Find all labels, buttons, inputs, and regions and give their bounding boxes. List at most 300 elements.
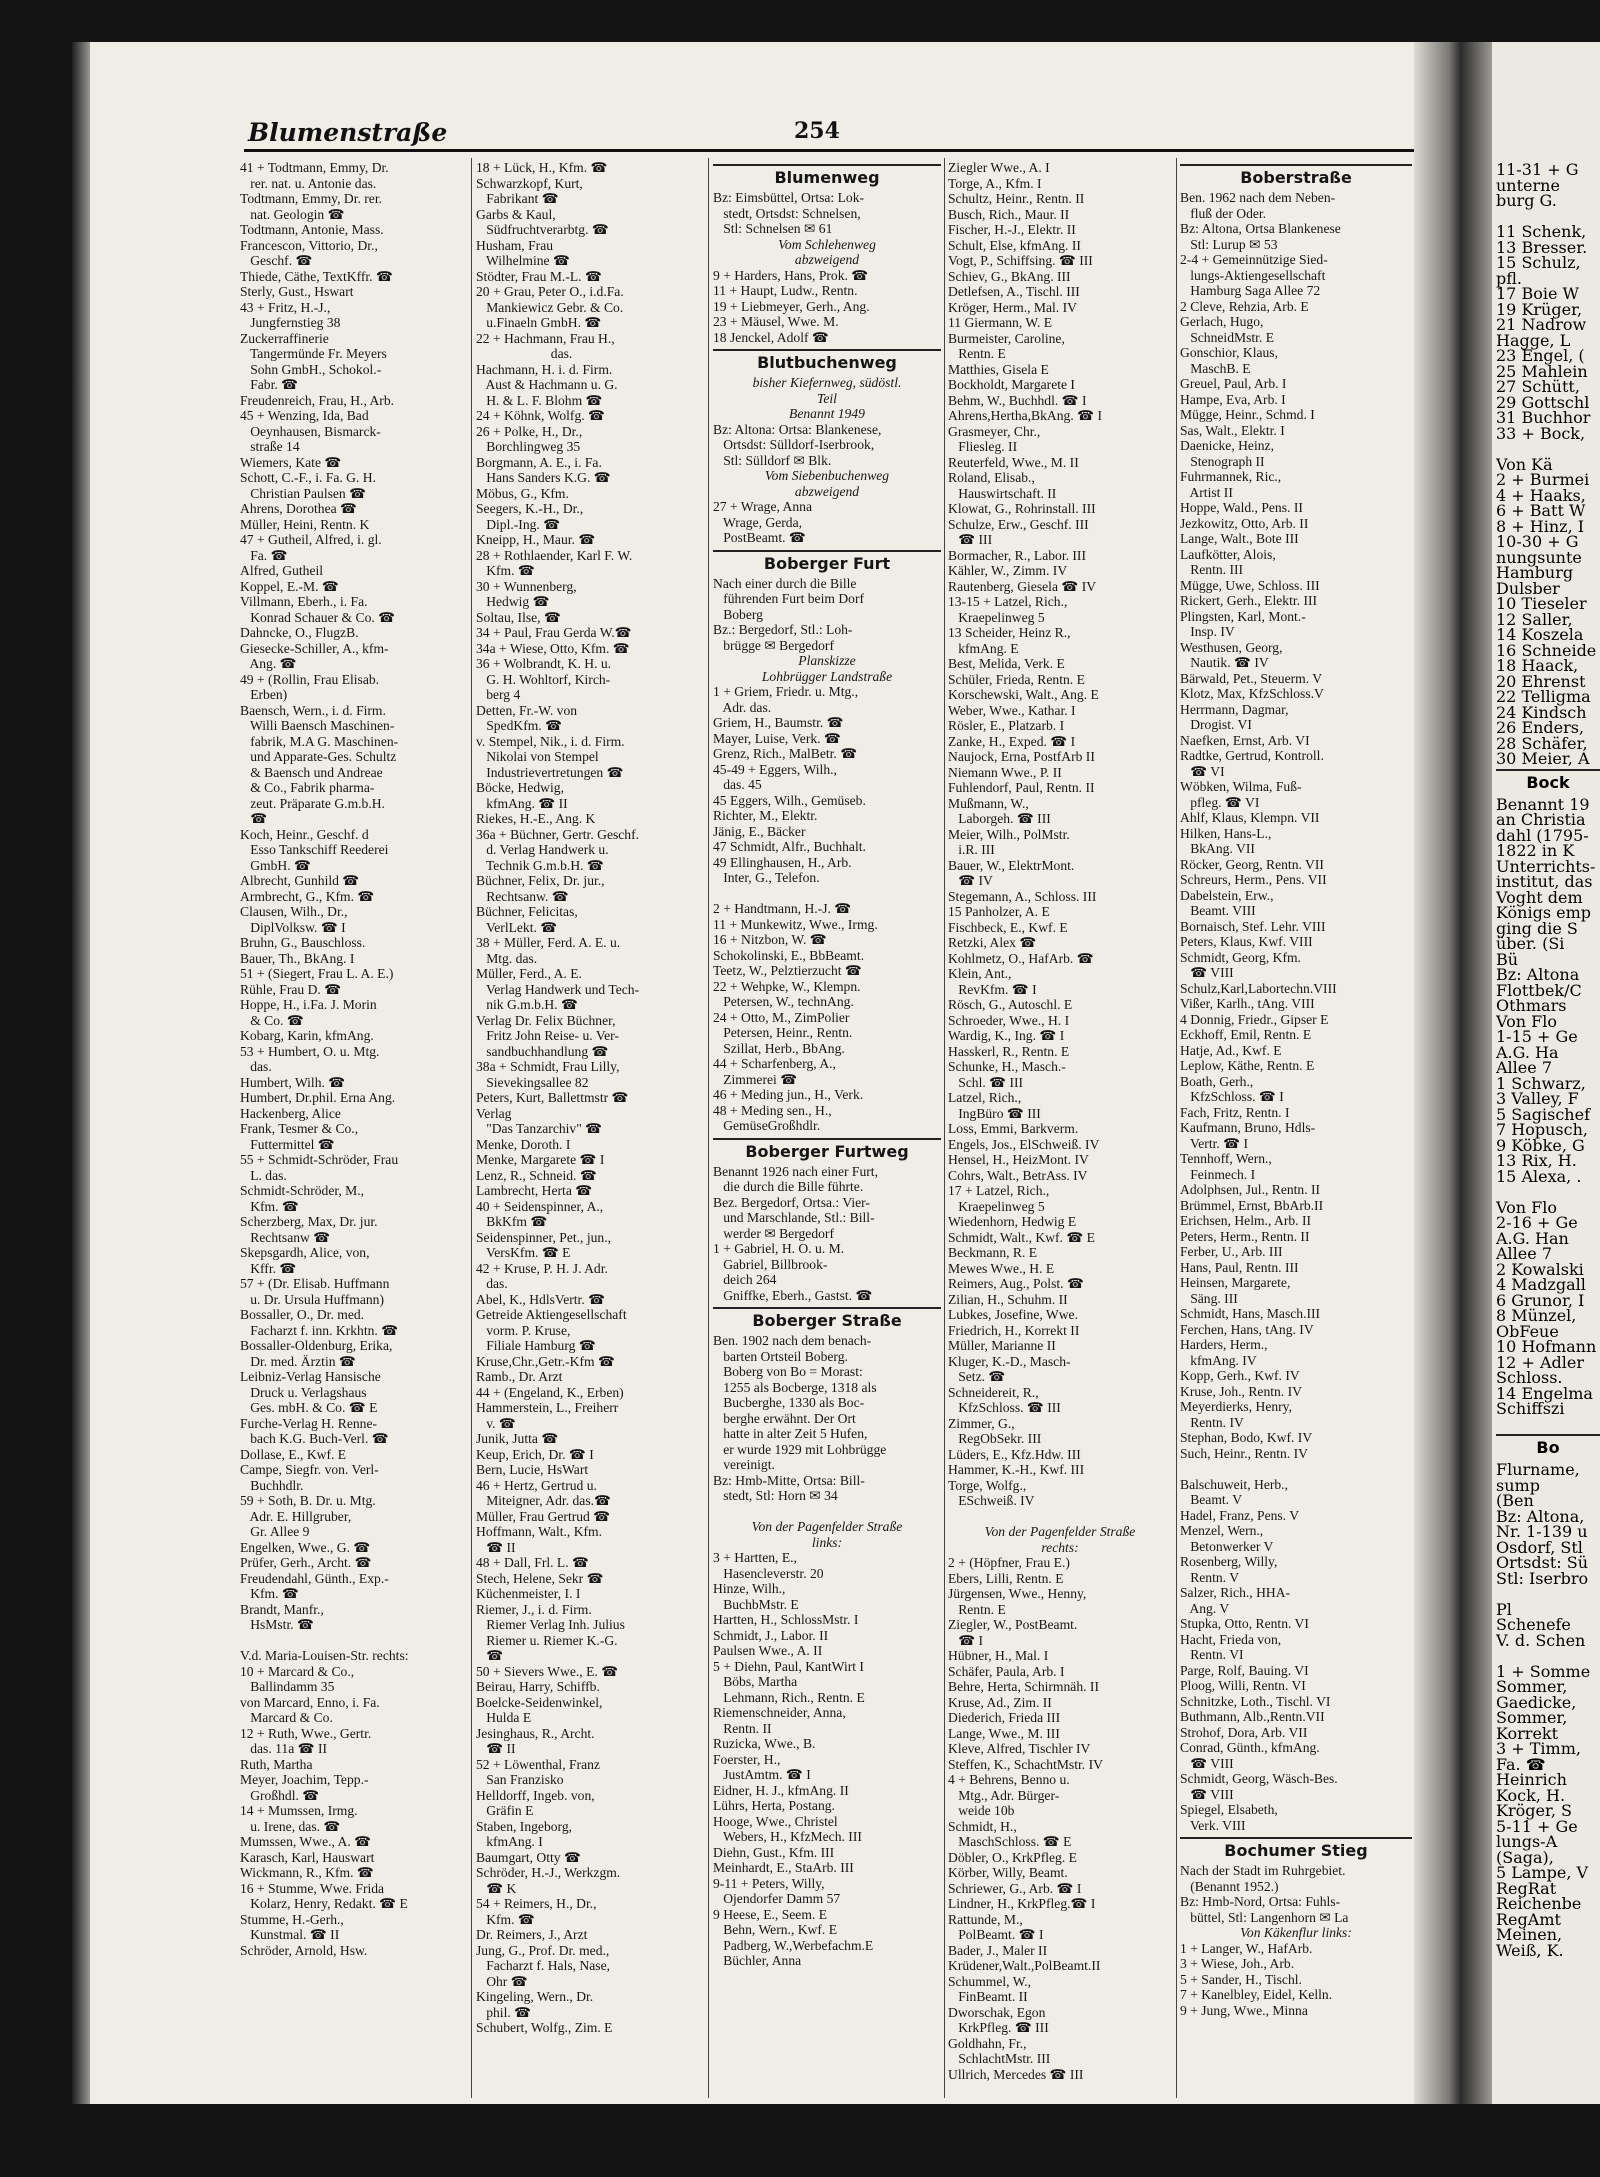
directory-entry-line: Betonwerker V (1180, 1538, 1274, 1554)
directory-entry-line: Dr. med. Ärztin ☎ (240, 1353, 356, 1369)
directory-entry-line: Retzki, Alex ☎ (948, 935, 1037, 950)
directory-entry-line: GmbH. ☎ (240, 857, 311, 873)
directory-entry-line: Schröder, Arnold, Hsw. (240, 1942, 368, 1958)
directory-entry-line: Ges. mbH. & Co. ☎ E (240, 1400, 378, 1415)
directory-entry-line: 12 Saller, (1496, 609, 1573, 629)
directory-entry-line: Diehn, Gust., Kfm. III (713, 1844, 835, 1860)
directory-entry-line: Torge, Wolfg., (948, 1477, 1027, 1493)
directory-entry-line: Körber, Willy, Beamt. (948, 1865, 1068, 1880)
directory-entry-line: Loss, Emmi, Barkverm. (948, 1121, 1079, 1136)
directory-entry-line: 12 + Ruth, Wwe., Gertr. (240, 1725, 372, 1741)
directory-entry-line: 43 + Fritz, H.-J., (240, 299, 331, 315)
directory-entry-line: 9 Köbke, G (1496, 1135, 1585, 1155)
directory-entry-line: Von Kä (1496, 454, 1553, 474)
directory-entry-line: Konrad Schauer & Co. ☎ (240, 609, 396, 625)
directory-entry-line: Nach der Stadt im Ruhrgebiet. (1180, 1863, 1346, 1878)
directory-entry-line: Großhdl. ☎ (240, 1787, 320, 1803)
directory-entry-line: ☎ II (476, 1741, 516, 1756)
directory-entry-line: Hagge, L (1496, 330, 1571, 350)
directory-entry-line: 4 + Behrens, Benno u. (948, 1772, 1070, 1787)
directory-entry-line: MaschSchloss. ☎ E (948, 1834, 1072, 1849)
column-divider (1176, 158, 1177, 2098)
directory-entry-line: Nikolai von Stempel (476, 749, 599, 764)
directory-entry-line: 11 Giermann, W. E (948, 315, 1053, 330)
directory-entry-line: Schulze, Erw., Geschf. III (948, 516, 1089, 532)
directory-entry-line: Francescon, Vittorio, Dr., (240, 237, 378, 253)
directory-entry-line: Hans Sanders K.G. ☎ (476, 470, 611, 485)
directory-entry-line: Hans, Paul, Rentn. III (1180, 1259, 1299, 1275)
directory-entry-line: Bz: Altona: Ortsa: Blankenese, (713, 421, 882, 437)
directory-entry-line: 34 + Paul, Frau Gerda W.☎ (476, 625, 632, 640)
directory-entry-line: 45 + Wenzing, Ida, Bad (240, 408, 369, 423)
directory-entry-line: Staben, Ingeborg, (476, 1818, 573, 1834)
directory-entry-line: Bü (1496, 949, 1519, 969)
directory-entry-line: Schiev, G., BkAng. III (948, 268, 1071, 284)
directory-entry-line: Fuhlendorf, Paul, Rentn. II (948, 780, 1095, 795)
directory-entry-line: fabrik, M.A G. Maschinen- (240, 733, 399, 749)
directory-entry-line: Benannt 19 (1496, 794, 1590, 814)
directory-entry-line: Schunke, H., Masch.- (948, 1059, 1066, 1074)
directory-entry-line: 22 Telligma (1496, 687, 1591, 706)
directory-entry-line: Beamt. VIII (1180, 903, 1256, 918)
directory-entry-line: 47 + Gutheil, Alfred, i. gl. (240, 532, 382, 547)
directory-entry-line: Villmann, Eberh., i. Fa. (240, 594, 368, 609)
directory-entry-line: an Christia (1496, 810, 1586, 829)
directory-entry-line: Facharzt f. Hals, Nase, (476, 1958, 610, 1973)
directory-entry-line: 8 Münzel, (1496, 1306, 1577, 1325)
directory-entry-line: Kopp, Gerh., Kwf. IV (1180, 1368, 1300, 1383)
directory-entry-line: 7 + Kanelbley, Eidel, Kelln. (1180, 1987, 1333, 2002)
directory-entry-line: Döbler, O., KrkPfleg. E (948, 1849, 1077, 1865)
running-header-street: Blumenstraße (248, 118, 448, 147)
directory-entry-line: Rentn. III (1180, 562, 1244, 577)
directory-entry-line: büttel, Stl: Langenhorn ✉ La (1180, 1909, 1349, 1925)
directory-entry-line: i.R. III (948, 842, 995, 857)
directory-entry-line: führenden Furt beim Dorf (713, 591, 865, 606)
directory-entry-line: 20 + Grau, Peter O., i.d.Fa. (476, 284, 624, 299)
directory-entry-line: Schott, C.-F., i. Fa. G. H. (240, 470, 376, 485)
directory-entry-line: 9 Heese, E., Seem. E (713, 1906, 828, 1922)
directory-entry-line: HsMstr. ☎ (240, 1617, 314, 1632)
directory-entry-line: Kobarg, Karin, kfmAng. (240, 1028, 374, 1043)
directory-entry-line: Ben. 1902 nach dem benach- (713, 1333, 872, 1348)
directory-entry-line: Eckhoff, Emil, Rentn. E (1180, 1027, 1312, 1042)
directory-entry-line: Benannt 1926 nach einer Furt, (713, 1163, 878, 1179)
directory-entry-line: Harders, Herm., (1180, 1337, 1268, 1352)
directory-entry-line: 2 + (Höpfner, Frau E.) (948, 1555, 1070, 1570)
directory-entry-line: ☎ III (948, 532, 993, 547)
directory-entry-line: 16 + Stumme, Wwe. Frida (240, 1880, 385, 1896)
directory-entry-line: Schmidt, H., (948, 1818, 1017, 1834)
directory-entry-line: Richter, M., Elektr. (713, 808, 818, 823)
directory-entry-line: Wiedenhorn, Hedwig E (948, 1214, 1077, 1229)
directory-entry-line: 13 Bresser. (1496, 237, 1588, 257)
directory-entry-line: Bz: Hmb-Mitte, Ortsa: Bill- (713, 1472, 865, 1488)
directory-entry-line: Leplow, Käthe, Rentn. E (1180, 1058, 1315, 1073)
section-note: rechts: (1041, 1539, 1079, 1555)
directory-entry-line: Ziegler Wwe., A. I (948, 160, 1050, 175)
directory-entry-line: VerlLekt. ☎ (476, 919, 558, 935)
directory-entry-line: Bern, Lucie, HsWart (476, 1462, 589, 1477)
directory-entry-line: Röcker, Georg, Rentn. VII (1180, 856, 1324, 872)
directory-entry-line: 16 + Nitzbon, W. ☎ (713, 932, 827, 947)
directory-entry-line: Schröder, H.-J., Werkzgm. (476, 1865, 621, 1880)
directory-entry-line: Friedrich, H., Korrekt II (948, 1322, 1080, 1338)
directory-entry-line: lungs-A (1496, 1832, 1558, 1851)
directory-entry-line: Kähler, W., Zimm. IV (948, 563, 1068, 578)
directory-entry-line: KfzSchloss. ☎ I (1180, 1089, 1284, 1104)
page-number: 254 (794, 118, 840, 144)
directory-entry-line: Albrecht, Gunhild ☎ (240, 873, 360, 888)
directory-entry-line: (Saga), (1496, 1847, 1554, 1867)
directory-entry-line: Bader, J., Maler II (948, 1942, 1048, 1958)
directory-entry-line: 23 Engel, ( (1496, 346, 1585, 365)
directory-entry-line: Rentn. II (713, 1720, 772, 1736)
directory-entry-line: Hampe, Eva, Arb. I (1180, 391, 1286, 407)
directory-entry-line: Hammer, K.-H., Kwf. III (948, 1462, 1085, 1477)
directory-entry-line: Büchner, Felix, Dr. jur., (476, 873, 605, 888)
directory-entry-line: 45 Eggers, Wilh., Gemüseb. (713, 792, 866, 808)
directory-entry-line: Hooge, Wwe., Christel (713, 1813, 838, 1829)
directory-entry-line: Zanke, H., Exped. ☎ I (948, 733, 1076, 749)
directory-entry-line: 49 Ellinghausen, H., Arb. (713, 854, 852, 870)
directory-entry-line: Allee 7 (1496, 1058, 1552, 1077)
directory-entry-line: Othmars (1496, 996, 1567, 1015)
directory-entry-line: Schl. ☎ III (948, 1074, 1024, 1090)
directory-entry-line: Detlefsen, A., Tischl. III (948, 284, 1080, 299)
directory-entry-line: Druck u. Verlagshaus (240, 1384, 367, 1400)
directory-entry-line: Riemenschneider, Anna, (713, 1705, 846, 1720)
directory-entry-line: Rautenberg, Giesela ☎ IV (948, 578, 1097, 594)
directory-entry-line: Unterrichts- (1496, 856, 1596, 876)
directory-entry-line: & Baensch und Andreae (240, 764, 383, 780)
directory-entry-line: Willi Baensch Maschinen- (240, 718, 395, 733)
directory-entry-line: Bornaisch, Stef. Lehr. VIII (1180, 918, 1326, 934)
directory-entry-line: Jänig, E., Bäcker (713, 823, 806, 839)
directory-entry-line: 13 Scheider, Heinz R., (948, 625, 1071, 640)
directory-entry-line: Ortsdst: Sülldorf-Iserbrook, (713, 437, 875, 452)
directory-entry-line: 9 + Jung, Wwe., Minna (1180, 2002, 1308, 2018)
directory-entry-line: Sommer, (1496, 1708, 1568, 1727)
directory-entry-line: Hinze, Wilh., (713, 1581, 786, 1596)
directory-entry-line: Allee 7 (1496, 1244, 1552, 1263)
directory-entry-line: Hatje, Ad., Kwf. E (1180, 1042, 1282, 1058)
directory-entry-line: Rattunde, M., (948, 1911, 1023, 1927)
directory-entry-line: KfzSchloss. ☎ III (948, 1400, 1061, 1415)
directory-entry-line: von Marcard, Enno, i. Fa. (240, 1694, 380, 1710)
directory-entry-line: Voght dem (1496, 887, 1583, 907)
directory-entry-line: PostBeamt. ☎ (713, 530, 806, 545)
directory-entry-line: Schnitzke, Loth., Tischl. VI (1180, 1693, 1331, 1709)
directory-entry-line: Dr. Reimers, J., Arzt (476, 1927, 588, 1942)
directory-entry-line: JustAmtm. ☎ I (713, 1767, 811, 1782)
directory-entry-line: Schmidt, Georg, Wäsch-Bes. (1180, 1771, 1338, 1786)
directory-entry-line: Zuckerraffinerie (240, 330, 329, 346)
directory-entry-line: 5-11 + Ge (1496, 1816, 1578, 1836)
directory-entry-line: Daenicke, Heinz, (1180, 438, 1274, 453)
directory-entry-line: Kneipp, H., Maur. ☎ (476, 532, 596, 547)
directory-entry-line: Behre, Herta, Schirmnäh. II (948, 1679, 1099, 1694)
directory-entry-line: Bz.: Bergedorf, Stl.: Loh- (713, 622, 853, 637)
directory-entry-line: ging die S (1496, 918, 1578, 938)
directory-entry-line: Sievekingsallee 82 (476, 1074, 589, 1090)
directory-entry-line: 11 + Munkewitz, Wwe., Irmg. (713, 916, 878, 932)
directory-entry-line: Herrmann, Dagmar, (1180, 701, 1289, 717)
directory-entry-line: KrkPfleg. ☎ III (948, 2020, 1049, 2035)
directory-entry-line: Kfm. ☎ (476, 563, 535, 578)
directory-entry-line: Schroeder, Wwe., H. I (948, 1012, 1070, 1028)
directory-entry-line: Schloss. (1496, 1368, 1563, 1387)
directory-entry-line: 53 + Humbert, O. u. Mtg. (240, 1043, 380, 1059)
directory-entry-line: H. & L. F. Blohm ☎ (476, 392, 603, 408)
directory-entry-line: Teetz, W., Pelztierzucht ☎ (713, 963, 862, 978)
directory-entry-line: 10 Hofmann (1496, 1337, 1597, 1356)
directory-entry-line: Mügge, Uwe, Schloss. III (1180, 577, 1320, 593)
directory-entry-line: 14 Koszela (1496, 625, 1584, 644)
next-page-edge (1492, 42, 1600, 2104)
directory-entry-line: Getreide Aktiengesellschaft (476, 1307, 627, 1322)
directory-entry-line: 19 Krüger, (1496, 299, 1583, 319)
directory-entry-line: Bossaller, O., Dr. med. (240, 1307, 365, 1322)
directory-entry-line: Fabrikant ☎ (476, 191, 559, 206)
directory-entry-line: 24 + Otto, M., ZimPolier (713, 1009, 850, 1025)
directory-entry-line: Verlag Handwerk und Tech- (476, 981, 640, 997)
directory-entry-line: Eidner, H. J., kfmAng. II (713, 1782, 849, 1798)
directory-entry-line: Grenz, Rich., MalBetr. ☎ (713, 746, 858, 761)
directory-entry-line: 3 + Wiese, Joh., Arb. (1180, 1956, 1295, 1971)
directory-entry-line: sump (1496, 1475, 1540, 1495)
directory-entry-line: 30 + Wunnenberg, (476, 578, 577, 594)
directory-entry-line: Buchhdlr. (240, 1477, 304, 1493)
directory-entry-line: Nautik. ☎ IV (1180, 655, 1269, 670)
directory-entry-line: Grasmeyer, Chr., (948, 423, 1041, 439)
directory-entry-line: Kruse, Joh., Rentn. IV (1180, 1383, 1302, 1399)
directory-entry-line: Hauswirtschaft. II (948, 485, 1057, 501)
directory-entry-line: Such, Heinr., Rentn. IV (1180, 1445, 1308, 1461)
directory-entry-line: Gniffke, Eberh., Gastst. ☎ (713, 1287, 873, 1303)
directory-entry-line: Brümmel, Ernst, BbArb.II (1180, 1197, 1324, 1213)
directory-entry-line: Armbrecht, G., Kfm. ☎ (240, 888, 375, 904)
directory-entry-line: ☎ I (948, 1632, 984, 1648)
directory-entry-line: IngBüro ☎ III (948, 1105, 1041, 1121)
directory-entry-line: Gr. Allee 9 (240, 1524, 310, 1539)
directory-entry-line: Brandt, Manfr., (240, 1601, 324, 1617)
directory-entry-line: Sterly, Gust., Hswart (240, 284, 354, 299)
directory-entry-line: Rechtsanw ☎ (240, 1229, 331, 1245)
directory-entry-line: Behn, Wern., Kwf. E (713, 1922, 837, 1937)
directory-entry-line: Hamburg (1496, 563, 1574, 582)
directory-entry-line: Bauer, Th., BkAng. I (240, 950, 355, 966)
directory-entry-line: 1 + Somme (1496, 1661, 1591, 1681)
directory-entry-line: Fa. ☎ (1496, 1754, 1546, 1774)
directory-entry-line: 27 Schütt, (1496, 377, 1580, 396)
directory-entry-line: Kröger, Herm., Mal. IV (948, 299, 1077, 315)
directory-entry-line: 44 + (Engeland, K., Erben) (476, 1384, 624, 1400)
directory-entry-line: Rentn. E (948, 346, 1006, 361)
directory-entry-line: 28 Schäfer, (1496, 733, 1588, 753)
directory-entry-line: Büchler, Anna (713, 1953, 802, 1968)
directory-entry-line: Schmidt, J., Labor. II (713, 1627, 829, 1643)
directory-entry-line: Mewes Wwe., H. E (948, 1260, 1055, 1276)
directory-entry-line: Laufkötter, Alois, (1180, 546, 1276, 562)
directory-entry-line: v. Stempel, Nik., i. d. Firm. (476, 733, 625, 749)
directory-entry-line: u. Dr. Ursula Huffmann) (240, 1291, 384, 1307)
directory-entry-line: Kleve, Alfred, Tischler IV (948, 1741, 1091, 1756)
directory-entry-line: 38 + Müller, Ferd. A. E. u. (476, 935, 621, 950)
directory-entry-line: Kruse,Chr.,Getr.-Kfm ☎ (476, 1353, 615, 1369)
directory-entry-line: Thiede, Cäthe, TextKffr. ☎ (240, 268, 393, 284)
directory-entry-line: Balschuweit, Herb., (1180, 1476, 1288, 1492)
directory-entry-line: Alfred, Gutheil (240, 563, 324, 578)
directory-entry-line: stedt, Stl: Horn ✉ 34 (713, 1488, 838, 1503)
directory-entry-line: nungsunte (1496, 547, 1582, 567)
directory-entry-line: Reuterfeld, Wwe., M. II (948, 454, 1079, 470)
directory-entry-line: 5 Sagischef (1496, 1104, 1590, 1124)
blank-line (713, 886, 941, 902)
directory-entry-line: Stupka, Otto, Rentn. VI (1180, 1616, 1309, 1631)
directory-entry-line: Vißer, Karlh., tAng. VIII (1180, 996, 1315, 1011)
directory-entry-line: Ploog, Willi, Rentn. VI (1180, 1678, 1306, 1693)
directory-entry-line: Kock, H. (1496, 1785, 1566, 1805)
directory-entry-line: Beckmann, R. E (948, 1245, 1038, 1260)
directory-entry-line: Jungfernstieg 38 (240, 315, 341, 330)
directory-entry-line: SchlachtMstr. III (948, 2051, 1051, 2066)
directory-entry-line: RegAmt (1496, 1909, 1561, 1929)
directory-entry-line: Sohn GmbH., Schokol.- (240, 361, 382, 377)
directory-entry-line: 9 + Harders, Hans, Prok. ☎ (713, 267, 869, 283)
directory-entry-line: Stech, Helene, Sekr ☎ (476, 1570, 604, 1586)
directory-entry-line: 9-11 + Peters, Willy, (713, 1875, 825, 1891)
directory-entry-line: Klowat, G., Rohrinstall. III (948, 501, 1096, 516)
directory-entry-line: Bz: Eimsbüttel, Ortsa: Lok- (713, 190, 865, 205)
directory-entry-line: pfleg. ☎ VI (1180, 794, 1260, 810)
directory-entry-line: Borgmann, A. E., i. Fa. (476, 454, 602, 470)
directory-entry-line: 4 Donnig, Friedr., Gipser E (1180, 1011, 1329, 1027)
directory-entry-line: Marcard & Co. (240, 1710, 333, 1725)
directory-entry-line: Heinrich (1496, 1770, 1567, 1789)
directory-entry-line: Lambrecht, Herta ☎ (476, 1183, 593, 1198)
directory-entry-line: Von Flo (1496, 1011, 1557, 1031)
directory-entry-line: Feinmech. I (1180, 1166, 1256, 1182)
directory-entry-line: Müller, Heini, Rentn. K (240, 516, 370, 532)
directory-entry-line: Gerlach, Hugo, (1180, 314, 1264, 329)
directory-entry-line: Roland, Elisab., (948, 470, 1035, 485)
directory-entry-line: Humbert, Wilh. ☎ (240, 1074, 346, 1090)
directory-entry-line: institut, das (1496, 872, 1593, 891)
directory-entry-line: Zimmerei ☎ (713, 1071, 798, 1087)
directory-entry-line: & Co., Fabrik pharma- (240, 780, 375, 795)
directory-entry-line: Schenefe (1496, 1615, 1571, 1634)
directory-entry-line: MaschB. E (1180, 360, 1251, 376)
directory-entry-line: ☎ II (476, 1539, 516, 1555)
directory-entry-line: 4 + Haaks, (1496, 485, 1586, 505)
directory-entry-line: 40 + Seidenspinner, A., (476, 1198, 604, 1214)
directory-entry-line: pfl. (1496, 268, 1522, 288)
directory-entry-line: Mayer, Luise, Verk. ☎ (713, 730, 841, 746)
next-page-column (1496, 160, 1600, 2100)
directory-entry-line: 29 Gottschl (1496, 392, 1590, 412)
directory-entry-line: Griem, H., Baumstr. ☎ (713, 715, 844, 730)
directory-entry-line: Bz: Altona, (1496, 1506, 1585, 1526)
directory-entry-line: Best, Melida, Verk. E (948, 656, 1065, 671)
directory-entry-line: 1 + Griem, Friedr. u. Mtg., (713, 684, 859, 699)
directory-entry-line: Osdorf, Stl (1496, 1537, 1583, 1557)
directory-entry-line: Husham, Frau (476, 237, 554, 253)
directory-entry-line: Hacht, Frieda von, (1180, 1631, 1282, 1647)
directory-entry-line: Weber, Wwe., Kathar. I (948, 702, 1076, 718)
directory-entry-line: das. (240, 1059, 272, 1074)
directory-entry-line: Dollase, E., Kwf. E (240, 1446, 347, 1462)
directory-entry-line: Büchner, Felicitas, (476, 904, 578, 919)
directory-entry-line: Naujock, Erna, PostfArb II (948, 749, 1095, 764)
directory-entry-line: Ohr ☎ (476, 1973, 528, 1989)
directory-entry-line: Kluger, K.-D., Masch- (948, 1353, 1071, 1369)
directory-entry-line: Petersen, Heinr., Rentn. (713, 1025, 853, 1040)
directory-entry-line: 34a + Wiese, Otto, Kfm. ☎ (476, 640, 630, 656)
directory-entry-line: brügge ✉ Bergedorf (713, 637, 834, 653)
directory-entry-line: 50 + Sievers Wwe., E. ☎ (476, 1663, 619, 1679)
directory-entry-line: Wrage, Gerda, (713, 514, 803, 530)
directory-entry-line: 1255 als Bocberge, 1318 als (713, 1379, 877, 1395)
directory-entry-line: Kfm. ☎ (476, 1911, 535, 1927)
directory-entry-line: Plingsten, Karl, Mont.- (1180, 608, 1306, 624)
directory-entry-line: 2 Cleve, Rehzia, Arb. E (1180, 298, 1309, 314)
directory-entry-line: Helldorff, Ingeb. von, (476, 1787, 595, 1803)
directory-entry-line: Dipl.-Ing. ☎ (476, 516, 561, 532)
directory-entry-line: Engelken, Wwe., G. ☎ (240, 1539, 371, 1555)
section-note: Benannt 1949 (789, 406, 865, 421)
directory-entry-line: Ebers, Lilli, Rentn. E (948, 1570, 1064, 1586)
directory-entry-line: 5 + Diehn, Paul, KantWirt I (713, 1658, 864, 1674)
directory-entry-line: 3 + Timm, (1496, 1739, 1581, 1758)
directory-entry-line: 23 + Mäusel, Wwe. M. (713, 314, 839, 329)
directory-entry-line: 30 Meier, A (1496, 749, 1590, 768)
directory-entry-line: und Marschlande, Stl.: Bill- (713, 1210, 875, 1225)
directory-entry-line: 11 + Haupt, Ludw., Rentn. (713, 283, 858, 298)
directory-entry-line: Rösch, G., Autoschl. E (948, 997, 1073, 1012)
directory-entry-line: Bossaller-Oldenburg, Erika, (240, 1338, 393, 1353)
directory-entry-line: Fliesleg. II (948, 439, 1018, 454)
directory-entry-line: Mumssen, Wwe., A. ☎ (240, 1834, 372, 1849)
directory-entry-line: vorm. P. Kruse, (476, 1322, 571, 1338)
directory-entry-line: dahl (1795- (1496, 825, 1589, 845)
directory-entry-line: Sommer, (1496, 1677, 1568, 1696)
directory-entry-line: nat. Geologin ☎ (240, 206, 345, 222)
directory-entry-line: 42 + Kruse, P. H. J. Adr. (476, 1260, 608, 1276)
directory-entry-line: Facharzt f. inn. Krkhtn. ☎ (240, 1322, 399, 1338)
directory-entry-line: Ruth, Martha (240, 1756, 313, 1772)
directory-column-2 (476, 160, 704, 2100)
directory-entry-line: 46 + Hertz, Gertrud u. (476, 1477, 597, 1493)
directory-entry-line: unterne (1496, 175, 1560, 195)
directory-entry-line: Adr. E. Hillgruber, (240, 1508, 352, 1524)
directory-entry-line: 10 Tieseler (1496, 594, 1587, 613)
directory-entry-line: 55 + Schmidt-Schröder, Frau (240, 1152, 399, 1167)
directory-entry-line: Kunstmal. ☎ II (240, 1927, 340, 1942)
directory-entry-line: Clausen, Wilh., Dr., (240, 904, 348, 919)
directory-entry-line: bach K.G. Buch-Verl. ☎ (240, 1431, 389, 1446)
directory-entry-line: 33 + Bock, (1496, 423, 1586, 443)
directory-entry-line: Drogist. VI (1180, 717, 1252, 732)
header-rule (244, 149, 1414, 152)
directory-entry-line: 2-16 + Ge (1496, 1213, 1578, 1232)
directory-entry-line: 27 + Wrage, Anna (713, 499, 812, 514)
directory-entry-line: Torge, A., Kfm. I (948, 175, 1042, 191)
directory-entry-line: Schummel, W., (948, 1973, 1032, 1989)
directory-entry-line: 5 + Sander, H., Tischl. (1180, 1971, 1302, 1987)
directory-entry-line: 7 Hopusch, (1496, 1120, 1588, 1139)
directory-entry-line: Ang. ☎ (240, 656, 297, 671)
